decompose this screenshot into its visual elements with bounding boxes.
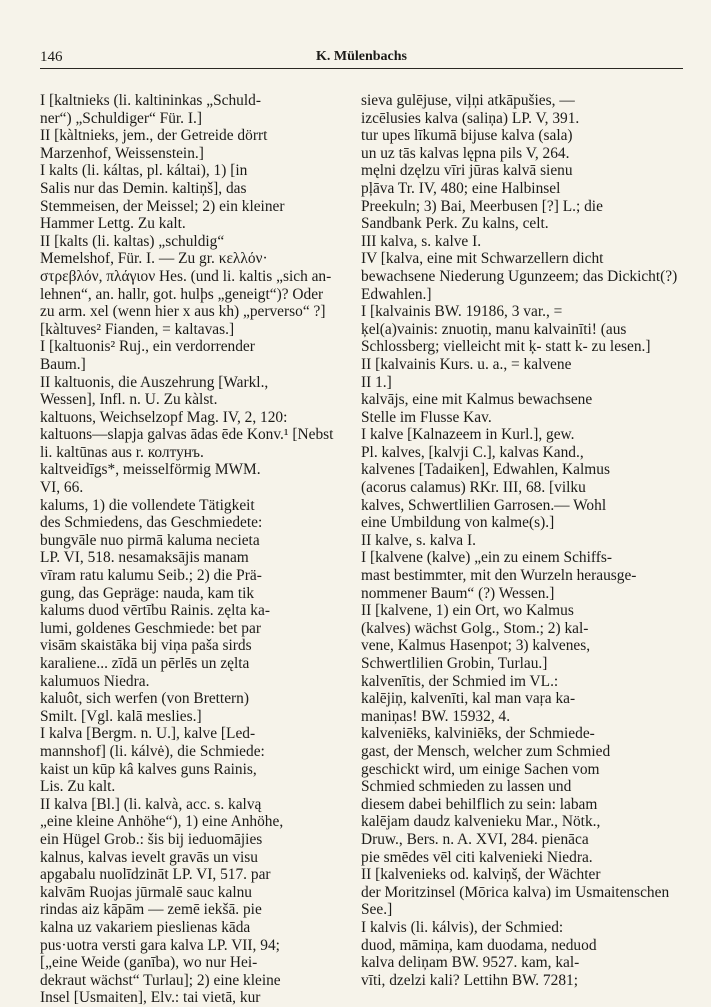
text-line: II [kalvenieks od. kalviņš, der Wächter (361, 866, 601, 884)
text-line: Preekuln; 3) Bai, Meerbusen [?] L.; die (361, 197, 603, 215)
text-line: geschickt wird, um einige Sachen vom (361, 760, 600, 778)
text-line: Hammer Lettg. Zu kalt. (40, 215, 186, 233)
text-line: kaltuons—slapja galvas ādas ēde Konv.¹ [Nebst (40, 426, 334, 444)
text-line: II [kàltnieks, jem., der Getreide dörrt (40, 127, 268, 145)
text-line: Schwertlilien Grobin, Turlau.] (361, 655, 548, 672)
text-line: dekraut wächst“ Turlau]; 2) eine kleine (40, 971, 281, 989)
text-line: Stemmeisen, der Meissel; 2) ein kleiner (40, 197, 285, 215)
text-line: VI, 66. (40, 479, 84, 497)
text-line: [„eine Weide (ganība), wo nur Hei- (40, 954, 258, 972)
text-line: kaluôt, sich werfen (von Brettern) (40, 690, 249, 708)
text-line: Insel [Usmaiten], Elv.: tai vietā, kur (40, 989, 261, 1007)
text-line: karaliene... zīdā un pērlēs un zęlta (40, 655, 250, 672)
text-line: Edwahlen.] (361, 285, 432, 303)
text-line: Smilt. [Vgl. kalā meslies.] (40, 707, 202, 725)
text-line: bungvāle nuo pirmā kaluma necieta (40, 531, 260, 549)
right-column (361, 92, 683, 989)
text-line: [kàltuves² Fianden, = kaltavas.] (40, 320, 235, 338)
text-line: See.] (361, 901, 393, 919)
text-line: li. kaltūnas aus r. колтунъ. (40, 443, 204, 461)
text-line: visām skaistāka bij viņa paša sirds (40, 637, 252, 655)
text-line: Memelshof, Für. I. — Zu gr. κελλόν· (40, 250, 268, 268)
text-line: Wessen], Infl. n. U. Zu kàlst. (40, 391, 218, 409)
text-line: Pl. kalves, [kalvji C.], kalvas Kand., (361, 443, 584, 461)
text-line: I [kaltuonis² Ruj., ein verdorrender (40, 338, 255, 356)
text-line: II [kalts (li. kaltas) „schuldig“ (40, 232, 225, 250)
text-line: lehnen“, an. hallr, got. hulþs „geneigt“)? Oder (40, 285, 324, 303)
text-line: kalumuos Niedra. (40, 672, 150, 690)
text-line: un uz tās kalvas lępna pils V, 264. (361, 144, 570, 162)
text-line: pļāva Tr. IV, 480; eine Halbinsel (361, 179, 561, 197)
text-line: Lis. Zu kalt. (40, 778, 116, 796)
text-line: gung, das Gepräge: nauda, kam tik (40, 584, 255, 602)
text-line: kalnus, kalvas ievelt gravās un visu (40, 848, 258, 866)
text-line: II 1.] (361, 373, 392, 391)
text-line: Baum.] (40, 355, 86, 373)
text-line: Sandbank Perk. Zu kalns, celt. (361, 215, 549, 233)
text-line: nommener Baum“ (?) Wessen.] (361, 584, 555, 602)
left-column (40, 92, 362, 1007)
text-line: Stelle im Flusse Kav. (361, 408, 492, 426)
page-number: 146 (40, 48, 63, 65)
text-line: (acorus calamus) RKr. III, 68. [vilku (361, 479, 586, 497)
text-line: duod, māmiņa, kam duodama, neduod (361, 936, 597, 954)
text-line: męlni dzęlzu vīri jūras kalvā sienu (361, 162, 573, 180)
text-line: vīram ratu kalumu Seib.; 2) die Prä- (40, 567, 262, 585)
text-line: „eine kleine Anhöhe“), 1) eine Anhöhe, (40, 813, 284, 831)
text-line: kalējiņ, kalvenīti, kal man vaŗa ka- (361, 690, 576, 708)
running-head: K. Mülenbachs (315, 49, 407, 64)
text-line: mannshof] (li. kálvė), die Schmiede: (40, 742, 265, 760)
text-line: diesem dabei behilflich zu sein: labam (361, 795, 598, 813)
text-line: kalvenes [Tadaiken], Edwahlen, Kalmus (361, 461, 610, 479)
text-line: kaltuons, Weichselzopf Mag. IV, 2, 120: (40, 408, 288, 426)
text-line: I kalva [Bergm. n. U.], kalve [Led- (40, 725, 256, 743)
text-line: ķel(a)vainis: znuotiņ, manu kalvainīti! (aus (361, 320, 627, 338)
text-line: izcēlusies kalva (saliņa) LP. V, 391. (361, 109, 580, 127)
text-line: II [kalvene, 1) ein Ort, wo Kalmus (361, 602, 574, 620)
text-line: II kaltuonis, die Auszehrung [Warkl., (40, 373, 269, 391)
text-line: ner“) „Schuldiger“ Für. I.] (40, 109, 202, 127)
text-line: II kalva [Bl.] (li. kalvà, acc. s. kalvą (40, 795, 262, 813)
text-line: des Schmiedens, das Geschmiedete: (40, 514, 263, 532)
text-line: bewachsene Niederung Ugunzeem; das Dickicht(?) (361, 267, 678, 285)
text-line: sieva gulējuse, viļņi atkāpušies, — (361, 92, 575, 109)
text-line: kalvām Ruojas jūrmalē sauc kalnu (40, 883, 252, 901)
text-line: I kalts (li. káltas, pl. káltai), 1) [in (40, 162, 248, 180)
text-line: I kalvis (li. kálvis), der Schmied: (361, 918, 564, 936)
text-line: Marzenhof, Weissenstein.] (40, 144, 204, 162)
text-line: LP. VI, 518. nesamaksājis manam (40, 549, 249, 567)
text-line: (kalves) wächst Golg., Stom.; 2) kal- (361, 619, 589, 637)
text-line: στρεβλόν, πλάγιον Hes. (und li. kaltis „sich an- (40, 267, 332, 285)
text-line: Schmied schmieden zu lassen und (361, 778, 572, 796)
text-line: vīti, dzelzi kali? Lettihn BW. 7281; (361, 971, 578, 989)
text-line: I [kalvainis BW. 19186, 3 var., = (361, 303, 563, 321)
text-line: lumi, goldenes Geschmiede: bet par (40, 619, 261, 637)
text-line: eine Umbildung von kalme(s).] (361, 514, 555, 532)
text-line: kalvājs, eine mit Kalmus bewachsene (361, 391, 593, 409)
text-line: II [kalvainis Kurs. u. a., = kalvene (361, 355, 572, 373)
text-line: rindas aiz kāpām — zemē iekšā. pie (40, 901, 262, 919)
text-line: apgabalu nuolīdzināt LP. VI, 517. par (40, 866, 271, 884)
text-line: kaist un kūp kâ kalves guns Rainis, (40, 760, 257, 778)
text-line: kalējam daudz kalvenieku Mar., Nötk., (361, 813, 601, 831)
text-line: kalva deliņam BW. 9527. kam, kal- (361, 954, 580, 972)
text-line: ein Hügel Grob.: šis bij ieduomājies (40, 830, 263, 848)
text-line: kalveniēks, kalviniēks, der Schmiede- (361, 725, 595, 743)
text-line: pie smēdes vēl citi kalvenieki Niedra. (361, 848, 593, 866)
text-line: kalums, 1) die vollendete Tätigkeit (40, 496, 255, 514)
text-line: I [kaltnieks (li. kaltininkas „Schuld- (40, 92, 261, 109)
text-line: zu arm. xel (wenn hier x aus kh) „perverso“ ?] (40, 303, 326, 321)
text-line: II kalve, s. kalva I. (361, 531, 476, 549)
text-line: pus·uotra versti gara kalva LP. VII, 94; (40, 936, 280, 954)
text-line: gast, der Mensch, welcher zum Schmied (361, 742, 611, 760)
text-line: Schlossberg; vielleicht mit ķ- statt k- zu lesen.] (361, 338, 651, 356)
text-line: Salis nur das Demin. kaltiņš], das (40, 179, 247, 197)
text-line: der Moritzinsel (Mōrica kalva) im Usmaitenschen (361, 883, 670, 901)
text-line: III kalva, s. kalve I. (361, 232, 482, 250)
text-line: kalums duod vērtību Rainis. zęlta ka- (40, 602, 270, 620)
page-header (40, 46, 683, 69)
text-line: kaltveidīgs*, meisselförmig MWM. (40, 461, 261, 479)
text-line: tur upes līkumā bijuse kalva (sala) (361, 127, 573, 145)
text-line: I kalve [Kalnazeem in Kurl.], gew. (361, 426, 575, 444)
text-line: mast bestimmter, mit den Wurzeln herausge- (361, 567, 637, 585)
text-line: maniņas! BW. 15932, 4. (361, 707, 511, 725)
text-line: kalves, Schwertlilien Garrosen.— Wohl (361, 496, 607, 514)
text-line: I [kalvene (kalve) „ein zu einem Schiffs- (361, 549, 612, 567)
text-line: kalvenītis, der Schmied im VL.: (361, 672, 559, 690)
text-line: IV [kalva, eine mit Schwarzellern dicht (361, 250, 604, 268)
text-line: vene, Kalmus Hasenpot; 3) kalvenes, (361, 637, 591, 655)
text-line: Druw., Bers. n. A. XVI, 284. pienāca (361, 830, 589, 848)
text-line: kalna uz vakariem pieslienas kāda (40, 918, 251, 936)
